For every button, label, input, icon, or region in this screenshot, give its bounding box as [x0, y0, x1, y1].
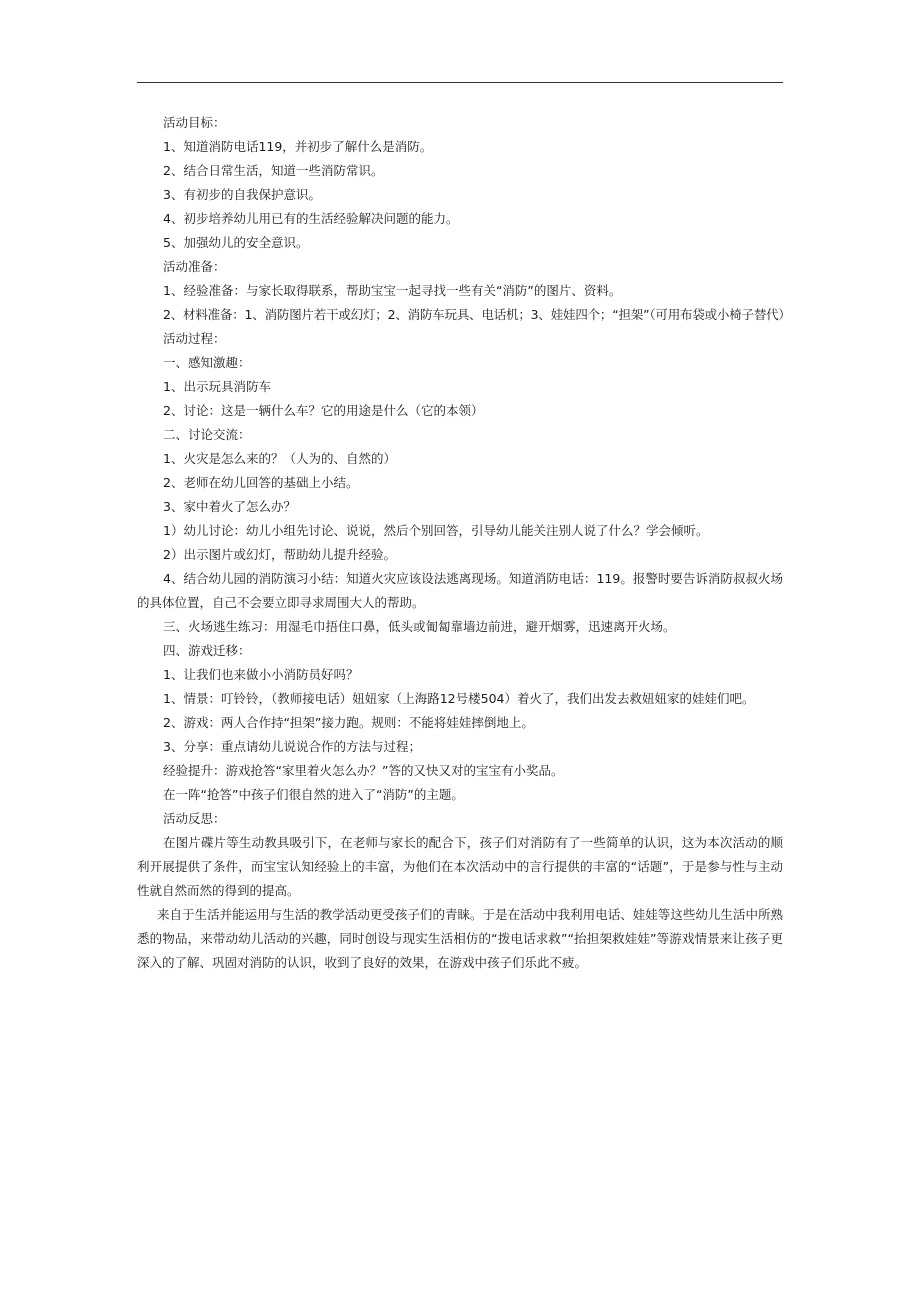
process-item: 1、火灾是怎么来的？（人为的、自然的） [163, 451, 396, 466]
subsection-heading: 二、讨论交流： [163, 427, 251, 442]
game-item: 1、情景：叮铃铃，（教师接电话）妞妞家（上海路12号楼504）着火了，我们出发去救妞妞家的娃娃们吧。 [163, 691, 755, 706]
section-heading-reflection: 活动反思： [163, 811, 226, 826]
goal-item: 5、加强幼儿的安全意识。 [163, 235, 309, 250]
preparation-item: 1、经验准备：与家长取得联系，帮助宝宝一起寻找一些有关“消防”的图片、资料。 [163, 283, 622, 298]
process-item: 2、讨论：这是一辆什么车？它的用途是什么（它的本领） [163, 403, 484, 418]
section-heading-goals: 活动目标： [163, 115, 226, 130]
goal-item: 3、有初步的自我保护意识。 [163, 187, 321, 202]
subsection-heading: 三、火场逃生练习：用湿毛巾捂住口鼻，低头或匍匐靠墙边前进，避开烟雾，迅速离开火场。 [163, 619, 676, 634]
document-body [137, 111, 791, 975]
preparation-item: 2、材料准备：1、消防图片若干或幻灯；2、消防车玩具、电话机；3、娃娃四个；“担架”（可用布袋或小椅子替代） [163, 307, 791, 322]
section-heading-preparation: 活动准备： [163, 259, 226, 274]
goal-item: 4、初步培养幼儿用已有的生活经验解决问题的能力。 [163, 211, 459, 226]
subsection-heading: 一、感知激趣： [163, 355, 251, 370]
section-heading-process: 活动过程： [163, 331, 226, 346]
process-paragraph: 4、结合幼儿园的消防演习小结：知道火灾应该设法逃离现场。知道消防电话：119。报警时要告诉消防叔叔火场的具体位置，自己不会要立即寻求周围大人的帮助。 [137, 571, 783, 610]
game-item: 经验提升：游戏抢答“家里着火怎么办？”答的又快又对的宝宝有小奖品。 [163, 763, 564, 778]
subsection-heading: 四、游戏迁移： [163, 643, 251, 658]
game-item: 1、让我们也来做小小消防员好吗？ [163, 667, 359, 682]
process-item: 2、老师在幼儿回答的基础上小结。 [163, 475, 359, 490]
goal-item: 1、知道消防电话119，并初步了解什么是消防。 [163, 139, 433, 154]
goal-item: 2、结合日常生活，知道一些消防常识。 [163, 163, 384, 178]
process-subitem: 2）出示图片或幻灯，帮助幼儿提升经验。 [163, 547, 396, 562]
reflection-paragraph: 在图片碟片等生动教具吸引下，在老师与家长的配合下，孩子们对消防有了一些简单的认识，这为本次活动的顺利开展提供了条件，而宝宝认知经验上的丰富，为他们在本次活动中的言行提供的丰富的“话题”，于是参与性与主动性就自然而然的得到的提高。 [137, 835, 783, 898]
reflection-paragraph: 来自于生活并能运用与生活的教学活动更受孩子们的青睐。于是在活动中我利用电话、娃娃等这些幼儿生活中所熟悉的物品，来带动幼儿活动的兴趣，同时创设与现实生活相仿的“拨电话求救”“抬担架救娃娃”等游戏情景来让孩子更深入的了解、巩固对消防的认识，收到了良好的效果，在游戏中孩子们乐此不疲。 [137, 907, 783, 970]
game-item: 2、游戏：两人合作持“担架”接力跑。规则：不能将娃娃摔倒地上。 [163, 715, 534, 730]
process-item: 1、出示玩具消防车 [163, 379, 271, 394]
process-item: 3、家中着火了怎么办？ [163, 499, 296, 514]
game-item: 3、分享：重点请幼儿说说合作的方法与过程； [163, 739, 421, 754]
game-item: 在一阵“抢答”中孩子们很自然的进入了“消防”的主题。 [163, 787, 464, 802]
process-subitem: 1）幼儿讨论：幼儿小组先讨论、说说，然后个别回答，引导幼儿能关注别人说了什么？学会倾听。 [163, 523, 709, 538]
header-rule [137, 82, 783, 83]
